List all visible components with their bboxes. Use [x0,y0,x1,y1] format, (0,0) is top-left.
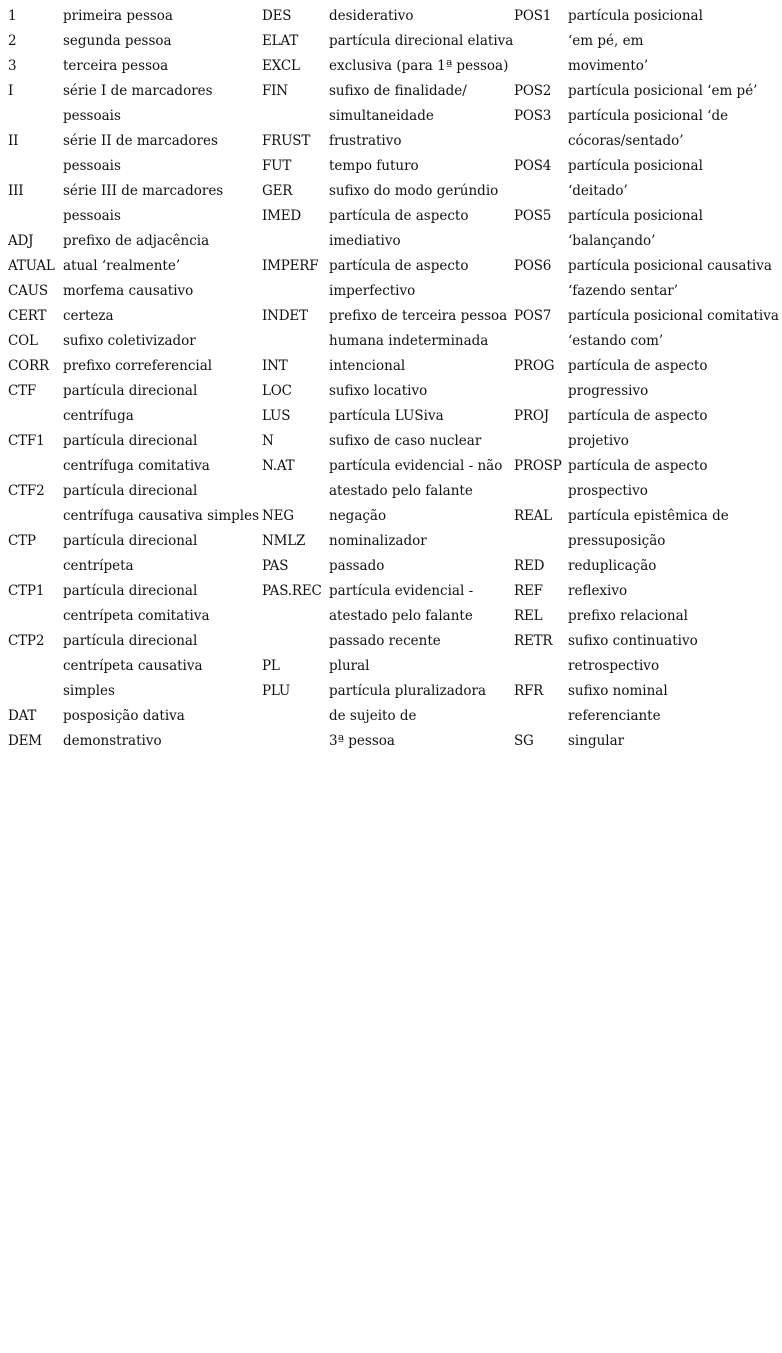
abbreviation-meaning: sufixo do modo gerúndio [329,183,499,199]
abbreviation: CORR [8,358,49,374]
abbreviation: III [8,183,24,199]
abbreviation: FRUST [262,133,311,149]
abbreviation-meaning: prefixo de adjacência [63,233,210,249]
abbreviation-meaning: reduplicação [568,558,657,574]
abbreviation-meaning: pressuposição [568,533,666,549]
abbreviation-meaning: prefixo de terceira pessoa [329,308,508,324]
abbreviation-meaning: partícula direcional [63,633,198,649]
abbreviation-meaning: partícula direcional [63,433,198,449]
abbreviation-meaning: centrífuga [63,408,134,424]
abbreviation-meaning: partícula de aspecto [568,458,708,474]
abbreviation-meaning: partícula direcional elativa [329,33,514,49]
abbreviation-meaning: tempo futuro [329,158,419,174]
abbreviation: N [262,433,274,449]
abbreviation-meaning: segunda pessoa [63,33,172,49]
abbreviation-meaning: sufixo de finalidade/ [329,83,467,99]
abbreviation: CTP [8,533,36,549]
abbreviation: CTF [8,383,37,399]
abbreviation-meaning: intencional [329,358,406,374]
abbreviation: 2 [8,33,17,49]
abbreviation-meaning: desiderativo [329,8,414,24]
abbreviation-meaning: terceira pessoa [63,58,169,74]
abbreviation: REAL [514,508,552,524]
abbreviation-meaning: certeza [63,308,114,324]
abbreviation: CTP2 [8,633,45,649]
abbreviation-meaning: partícula posicional comitativa [568,308,779,324]
abbreviation: 3 [8,58,17,74]
abbreviation: ELAT [262,33,299,49]
abbreviation-meaning: prefixo correferencial [63,358,213,374]
abbreviation: GER [262,183,293,199]
abbreviation-meaning: negação [329,508,387,524]
abbreviation-meaning: simples [63,683,115,699]
abbreviation-meaning: reflexivo [568,583,628,599]
abbreviation-meaning: projetivo [568,433,629,449]
abbreviation-meaning: série II de marcadores [63,133,218,149]
abbreviation: DAT [8,708,37,724]
abbreviation-meaning: partícula posicional causativa [568,258,772,274]
abbreviation: PAS [262,558,289,574]
abbreviation: CTF2 [8,483,45,499]
abbreviation: POS3 [514,108,552,124]
abbreviation: IMED [262,208,302,224]
abbreviation-meaning: sufixo continuativo [568,633,698,649]
abbreviation-meaning: partícula posicional ‘de [568,108,729,124]
abbreviation-meaning: demonstrativo [63,733,162,749]
abbreviation-meaning: atestado pelo falante [329,608,473,624]
abbreviation-meaning: prefixo relacional [568,608,688,624]
abbreviation-meaning: partícula pluralizadora [329,683,487,699]
abbreviation-meaning: partícula posicional [568,158,703,174]
abbreviation-meaning: sufixo nominal [568,683,668,699]
abbreviation-meaning: ‘balançando’ [568,233,656,249]
abbreviation-meaning: centrífuga comitativa [63,458,210,474]
abbreviation: POS7 [514,308,552,324]
abbreviation: POS4 [514,158,552,174]
abbreviation-meaning: passado recente [329,633,441,649]
abbreviation-meaning: referenciante [568,708,661,724]
abbreviation-meaning: série III de marcadores [63,183,224,199]
abbreviation-meaning: 3ª pessoa [329,733,395,749]
abbreviation-meaning: partícula direcional [63,583,198,599]
abbreviation: RFR [514,683,544,699]
abbreviation: PROSP [514,458,562,474]
abbreviation-meaning: sufixo locativo [329,383,428,399]
abbreviation-meaning: partícula evidencial - [329,583,474,599]
abbreviation-meaning: progressivo [568,383,649,399]
abbreviation-meaning: pessoais [63,208,121,224]
abbreviation-meaning: partícula evidencial - não [329,458,503,474]
abbreviation-meaning: pessoais [63,108,121,124]
abbreviation-meaning: atestado pelo falante [329,483,473,499]
abbreviation-meaning: nominalizador [329,533,427,549]
abbreviation-meaning: exclusiva (para 1ª pessoa) [329,58,509,74]
abbreviation-meaning: ‘deitado’ [568,183,628,199]
abbreviation-meaning: prospectivo [568,483,648,499]
abbreviation-meaning: partícula de aspecto [568,358,708,374]
abbreviation: PAS.REC [262,583,322,599]
abbreviation-meaning: frustrativo [329,133,402,149]
abbreviation-meaning: centrípeta [63,558,134,574]
abbreviation: NEG [262,508,294,524]
abbreviation: INT [262,358,288,374]
abbreviation-meaning: posposição dativa [63,708,185,724]
abbreviation: EXCL [262,58,300,74]
abbreviation-meaning: imperfectivo [329,283,416,299]
abbreviation-meaning: partícula de aspecto [568,408,708,424]
abbreviation: RETR [514,633,553,649]
abbreviation: IMPERF [262,258,319,274]
abbreviation-meaning: centrípeta comitativa [63,608,210,624]
abbreviation-meaning: movimento’ [568,58,649,74]
abbreviation: FIN [262,83,288,99]
abbreviation: PL [262,658,280,674]
abbreviation: NMLZ [262,533,306,549]
abbreviation: II [8,133,19,149]
abbreviation-meaning: partícula LUSiva [329,408,444,424]
abbreviation: CAUS [8,283,48,299]
abbreviation: CERT [8,308,47,324]
abbreviation: DEM [8,733,42,749]
abbreviation-meaning: retrospectivo [568,658,660,674]
abbreviation: N.AT [262,458,295,474]
abbreviation-meaning: imediativo [329,233,401,249]
abbreviation-meaning: partícula posicional ‘em pé’ [568,83,758,99]
abbreviations-list [0,4,782,764]
abbreviation: ADJ [8,233,34,249]
abbreviation-meaning: partícula epistêmica de [568,508,729,524]
abbreviation-meaning: pessoais [63,158,121,174]
abbreviation-meaning: partícula direcional [63,383,198,399]
abbreviation-meaning: cócoras/sentado’ [568,133,684,149]
abbreviation-meaning: partícula posicional [568,208,703,224]
abbreviation: LUS [262,408,291,424]
abbreviation: PROJ [514,408,549,424]
abbreviation-meaning: morfema causativo [63,283,194,299]
abbreviation: DES [262,8,292,24]
abbreviation: ATUAL [8,258,55,274]
abbreviation-meaning: centrípeta causativa [63,658,203,674]
abbreviation: I [8,83,14,99]
abbreviation-meaning: centrífuga causativa simples [63,508,260,524]
abbreviation: PROG [514,358,555,374]
abbreviation: RED [514,558,545,574]
abbreviation-meaning: sufixo coletivizador [63,333,196,349]
abbreviation-meaning: partícula posicional [568,8,703,24]
abbreviation: POS1 [514,8,552,24]
abbreviation: INDET [262,308,308,324]
abbreviation-meaning: atual ‘realmente’ [63,258,181,274]
abbreviation-meaning: série I de marcadores [63,83,213,99]
abbreviation: REF [514,583,543,599]
abbreviation-meaning: plural [329,658,370,674]
abbreviation: COL [8,333,38,349]
abbreviation-meaning: ‘em pé, em [568,33,644,49]
abbreviation: FUT [262,158,292,174]
abbreviation-meaning: partícula direcional [63,533,198,549]
abbreviation: POS5 [514,208,552,224]
abbreviation-meaning: ‘fazendo sentar’ [568,283,679,299]
abbreviation-meaning: ‘estando com’ [568,333,664,349]
abbreviation-meaning: passado [329,558,385,574]
abbreviation-meaning: primeira pessoa [63,8,173,24]
abbreviation-meaning: singular [568,733,625,749]
abbreviation: 1 [8,8,17,24]
abbreviation: LOC [262,383,292,399]
abbreviation: PLU [262,683,291,699]
abbreviation-meaning: partícula de aspecto [329,208,469,224]
abbreviation-meaning: simultaneidade [329,108,434,124]
abbreviation-meaning: de sujeito de [329,708,417,724]
abbreviation-meaning: sufixo de caso nuclear [329,433,482,449]
abbreviation-meaning: partícula de aspecto [329,258,469,274]
abbreviation-meaning: partícula direcional [63,483,198,499]
abbreviation: CTF1 [8,433,45,449]
abbreviation: POS2 [514,83,552,99]
abbreviation: SG [514,733,534,749]
abbreviation-meaning: humana indeterminada [329,333,489,349]
abbreviation: REL [514,608,543,624]
abbreviation: POS6 [514,258,552,274]
abbreviation: CTP1 [8,583,45,599]
